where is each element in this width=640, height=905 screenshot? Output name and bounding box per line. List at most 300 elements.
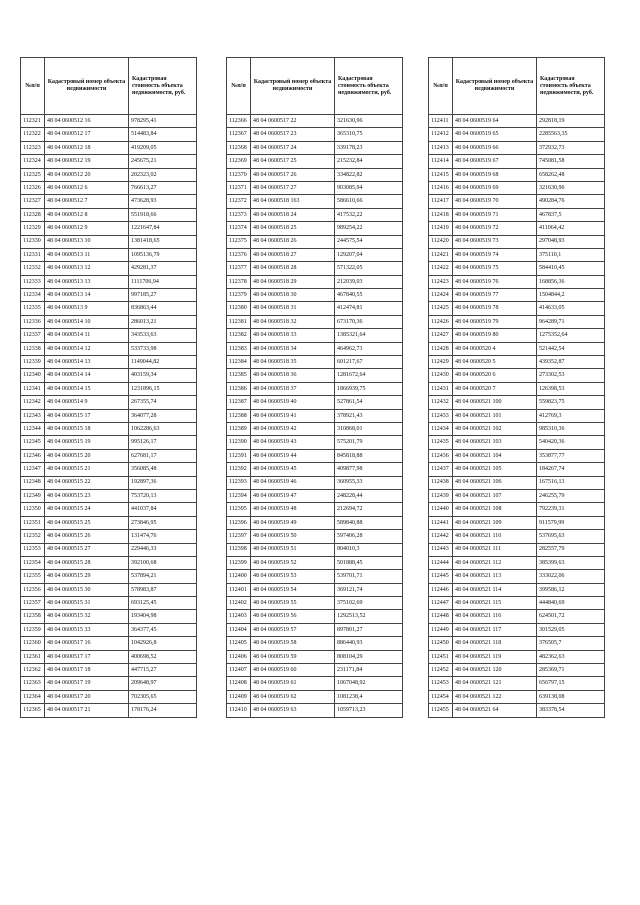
cell-cadastral-value: 429281,37 (129, 262, 197, 275)
cell-cadastral-value: 571322,05 (335, 262, 403, 275)
header-num: №п/п (227, 58, 251, 115)
cell-num: 112454 (429, 690, 453, 703)
cell-num: 112344 (21, 422, 45, 435)
cell-num: 112350 (21, 503, 45, 516)
cell-cadastral-value: 412474,81 (335, 302, 403, 315)
table-row (429, 396, 605, 409)
cell-num: 112373 (227, 208, 251, 221)
cell-cadastral-number: 48 04 0600513 9 (45, 302, 129, 315)
cell-num: 112421 (429, 248, 453, 261)
cell-num: 112381 (227, 315, 251, 328)
table-row (227, 543, 403, 556)
cell-num: 112416 (429, 181, 453, 194)
cell-num: 112363 (21, 677, 45, 690)
cell-cadastral-value: 575201,79 (335, 436, 403, 449)
cell-num: 112357 (21, 597, 45, 610)
table-header-row (21, 58, 197, 115)
cell-num: 112403 (227, 610, 251, 623)
cell-cadastral-value: 745081,58 (537, 155, 605, 168)
cell-cadastral-value: 343533,63 (129, 329, 197, 342)
cell-cadastral-value: 399586,12 (537, 583, 605, 596)
table-row (227, 623, 403, 636)
table-row (227, 262, 403, 275)
table-row (21, 396, 197, 409)
table-row (429, 476, 605, 489)
cell-num: 112332 (21, 262, 45, 275)
cell-num: 112439 (429, 489, 453, 502)
cell-cadastral-value: 417532,22 (335, 208, 403, 221)
table-row (429, 262, 605, 275)
cell-cadastral-number: 48 04 0600519 47 (251, 489, 335, 502)
cell-cadastral-number: 48 04 0600519 60 (251, 664, 335, 677)
cell-cadastral-number: 48 04 0600519 80 (453, 329, 537, 342)
cell-cadastral-number: 48 04 0600518 32 (251, 315, 335, 328)
cell-cadastral-value: 178176,24 (129, 704, 197, 717)
table-row (429, 115, 605, 128)
cell-cadastral-number: 48 04 0600519 51 (251, 543, 335, 556)
cell-cadastral-number: 48 04 0600515 30 (45, 583, 129, 596)
cell-cadastral-number: 48 04 0600518 34 (251, 342, 335, 355)
cell-num: 112379 (227, 289, 251, 302)
cell-num: 112394 (227, 489, 251, 502)
cell-cadastral-value: 231171,84 (335, 664, 403, 677)
table-row (227, 369, 403, 382)
cell-cadastral-number: 48 04 0600519 46 (251, 476, 335, 489)
cell-cadastral-value: 212039,03 (335, 275, 403, 288)
table-row (429, 690, 605, 703)
table-row (21, 262, 197, 275)
table-row (429, 141, 605, 154)
cell-cadastral-value: 409877,98 (335, 463, 403, 476)
cell-cadastral-number: 48 04 0600520 6 (453, 369, 537, 382)
cell-num: 112396 (227, 516, 251, 529)
cell-cadastral-value: 339178,23 (335, 141, 403, 154)
cell-cadastral-number: 48 04 0600519 44 (251, 449, 335, 462)
table-row (429, 623, 605, 636)
cell-num: 112348 (21, 476, 45, 489)
cell-cadastral-number: 48 04 0600517 16 (45, 637, 129, 650)
table-row (227, 141, 403, 154)
cell-num: 112387 (227, 396, 251, 409)
cell-num: 112395 (227, 503, 251, 516)
table-row (227, 222, 403, 235)
cell-num: 112358 (21, 610, 45, 623)
cell-cadastral-value: 845818,88 (335, 449, 403, 462)
cell-cadastral-number: 48 04 0600515 18 (45, 422, 129, 435)
cell-cadastral-value: 310868,01 (335, 422, 403, 435)
table-row (429, 181, 605, 194)
table-row (429, 704, 605, 717)
cell-cadastral-number: 48 04 0600518 29 (251, 275, 335, 288)
cell-num: 112453 (429, 677, 453, 690)
cell-num: 112376 (227, 248, 251, 261)
cell-num: 112406 (227, 650, 251, 663)
cell-num: 112397 (227, 530, 251, 543)
cell-cadastral-number: 48 04 0600521 111 (453, 543, 537, 556)
table-row (227, 195, 403, 208)
table-row (21, 704, 197, 717)
cell-num: 112413 (429, 141, 453, 154)
cell-cadastral-number: 48 04 0600521 119 (453, 650, 537, 663)
cell-cadastral-number: 48 04 0600514 13 (45, 356, 129, 369)
cell-cadastral-value: 533733,98 (129, 342, 197, 355)
cell-cadastral-value: 624501,72 (537, 610, 605, 623)
cell-cadastral-number: 48 04 0600515 25 (45, 516, 129, 529)
cell-cadastral-value: 193404,98 (129, 610, 197, 623)
cell-num: 112431 (429, 382, 453, 395)
cell-cadastral-value: 578983,87 (129, 583, 197, 596)
cell-num: 112425 (429, 302, 453, 315)
cell-cadastral-value: 321630,96 (335, 115, 403, 128)
cell-cadastral-number: 48 04 0600512 7 (45, 195, 129, 208)
cell-cadastral-value: 467837,5 (537, 208, 605, 221)
cell-num: 112367 (227, 128, 251, 141)
cell-num: 112378 (227, 275, 251, 288)
table-row (429, 570, 605, 583)
cell-cadastral-value: 215232,84 (335, 155, 403, 168)
cell-cadastral-value: 447715,27 (129, 664, 197, 677)
cell-cadastral-value: 1221647,84 (129, 222, 197, 235)
table-row (429, 677, 605, 690)
table-row (21, 516, 197, 529)
cell-num: 112426 (429, 315, 453, 328)
cell-cadastral-value: 673170,36 (335, 315, 403, 328)
cell-cadastral-number: 48 04 0600515 27 (45, 543, 129, 556)
table-row (429, 275, 605, 288)
cell-cadastral-number: 48 04 0600519 74 (453, 248, 537, 261)
table-row (227, 356, 403, 369)
cell-cadastral-value: 1062286,63 (129, 422, 197, 435)
cell-cadastral-value: 292818,19 (537, 115, 605, 128)
table-row (227, 168, 403, 181)
table-row (21, 128, 197, 141)
cell-num: 112327 (21, 195, 45, 208)
table-row (21, 543, 197, 556)
cell-cadastral-value: 245675,21 (129, 155, 197, 168)
table-row (429, 610, 605, 623)
cell-num: 112414 (429, 155, 453, 168)
table-row (227, 208, 403, 221)
cell-cadastral-number: 48 04 0600519 66 (453, 141, 537, 154)
cell-num: 112412 (429, 128, 453, 141)
cell-num: 112335 (21, 302, 45, 315)
cell-cadastral-number: 48 04 0600514 14 (45, 369, 129, 382)
table-row (227, 181, 403, 194)
table-row (21, 155, 197, 168)
cell-num: 112340 (21, 369, 45, 382)
cell-num: 112444 (429, 556, 453, 569)
cell-num: 112324 (21, 155, 45, 168)
cell-cadastral-number: 48 04 0600512 9 (45, 222, 129, 235)
cell-num: 112393 (227, 476, 251, 489)
cell-cadastral-number: 48 04 0600520 5 (453, 356, 537, 369)
cadastral-table-3 (428, 57, 605, 718)
table-row (227, 302, 403, 315)
table-row (429, 168, 605, 181)
cell-cadastral-value: 792239,31 (537, 503, 605, 516)
table-row (429, 315, 605, 328)
cell-cadastral-value: 444840,69 (537, 597, 605, 610)
cell-cadastral-value: 1231896,15 (129, 382, 197, 395)
cell-cadastral-number: 48 04 0600519 79 (453, 315, 537, 328)
cell-num: 112329 (21, 222, 45, 235)
cell-num: 112374 (227, 222, 251, 235)
cell-cadastral-value: 527861,54 (335, 396, 403, 409)
cell-num: 112359 (21, 623, 45, 636)
cell-cadastral-value: 246255,79 (537, 489, 605, 502)
cell-cadastral-value: 273302,53 (537, 369, 605, 382)
cell-cadastral-value: 301529,05 (537, 623, 605, 636)
cell-cadastral-value: 551918,66 (129, 208, 197, 221)
table-row (227, 315, 403, 328)
cadastral-table-2 (226, 57, 403, 718)
cell-num: 112455 (429, 704, 453, 717)
header-cadastral-value: Кадастровая стоимость объекта недвижимости, руб. (537, 58, 605, 115)
cell-cadastral-value: 356085,48 (129, 463, 197, 476)
cell-cadastral-number: 48 04 0600521 120 (453, 664, 537, 677)
cell-cadastral-value: 297048,93 (537, 235, 605, 248)
table-row (429, 382, 605, 395)
cell-cadastral-number: 48 04 0600521 118 (453, 637, 537, 650)
cell-num: 112369 (227, 155, 251, 168)
cell-cadastral-number: 48 04 0600517 26 (251, 168, 335, 181)
cell-cadastral-value: 1292513,52 (335, 610, 403, 623)
cell-num: 112352 (21, 530, 45, 543)
table-row (21, 302, 197, 315)
cell-cadastral-value: 439352,87 (537, 356, 605, 369)
cell-cadastral-number: 48 04 0600515 31 (45, 597, 129, 610)
cell-num: 112418 (429, 208, 453, 221)
cell-num: 112326 (21, 181, 45, 194)
cell-cadastral-value: 521442,54 (537, 342, 605, 355)
cell-cadastral-value: 540420,36 (537, 436, 605, 449)
cell-cadastral-number: 48 04 0600514 11 (45, 329, 129, 342)
cell-cadastral-number: 48 04 0600515 19 (45, 436, 129, 449)
cell-cadastral-number: 48 04 0600521 114 (453, 583, 537, 596)
cell-cadastral-number: 48 04 0600521 104 (453, 449, 537, 462)
table-row (429, 409, 605, 422)
cell-cadastral-value: 414633,05 (537, 302, 605, 315)
cell-num: 112323 (21, 141, 45, 154)
cell-cadastral-value: 441037,84 (129, 503, 197, 516)
table-row (21, 610, 197, 623)
cell-num: 112434 (429, 422, 453, 435)
cell-num: 112402 (227, 597, 251, 610)
cell-cadastral-number: 48 04 0600519 55 (251, 597, 335, 610)
cell-cadastral-value: 1866939,75 (335, 382, 403, 395)
cell-cadastral-value: 693125,45 (129, 597, 197, 610)
cell-num: 112440 (429, 503, 453, 516)
table-row (21, 583, 197, 596)
table-row (21, 530, 197, 543)
cell-cadastral-value: 1385321,64 (335, 329, 403, 342)
cell-cadastral-number: 48 04 0600519 43 (251, 436, 335, 449)
cell-cadastral-number: 48 04 0600513 12 (45, 262, 129, 275)
cell-num: 112401 (227, 583, 251, 596)
table-row (429, 637, 605, 650)
cell-num: 112384 (227, 356, 251, 369)
cell-cadastral-number: 48 04 0600521 101 (453, 409, 537, 422)
table-row (227, 128, 403, 141)
cell-cadastral-number: 48 04 0600519 76 (453, 275, 537, 288)
table-row (429, 530, 605, 543)
table-row (429, 516, 605, 529)
table-row (227, 115, 403, 128)
cell-cadastral-value: 539701,71 (335, 570, 403, 583)
cell-cadastral-number: 48 04 0600517 27 (251, 181, 335, 194)
cell-cadastral-number: 48 04 0600517 22 (251, 115, 335, 128)
header-cadastral-number: Кадастровый номер объекта недвижимости (45, 58, 129, 115)
table-row (227, 597, 403, 610)
cell-cadastral-value: 597406,28 (335, 530, 403, 543)
cell-num: 112432 (429, 396, 453, 409)
table-row (227, 677, 403, 690)
cell-num: 112338 (21, 342, 45, 355)
header-cadastral-number: Кадастровый номер объекта недвижимости (453, 58, 537, 115)
table-row (227, 382, 403, 395)
cell-cadastral-number: 48 04 0600520 4 (453, 342, 537, 355)
cell-num: 112336 (21, 315, 45, 328)
cell-cadastral-value: 2285563,35 (537, 128, 605, 141)
cell-num: 112449 (429, 623, 453, 636)
table-row (429, 235, 605, 248)
table-row (227, 235, 403, 248)
cell-cadastral-number: 48 04 0600521 110 (453, 530, 537, 543)
cell-cadastral-number: 48 04 0600521 107 (453, 489, 537, 502)
table-row (429, 650, 605, 663)
table-header-row (227, 58, 403, 115)
cell-cadastral-number: 48 04 0600512 8 (45, 208, 129, 221)
cell-cadastral-number: 48 04 0600515 21 (45, 463, 129, 476)
table-body (429, 115, 605, 718)
table-row (21, 195, 197, 208)
table-row (21, 489, 197, 502)
cell-cadastral-number: 48 04 0600512 16 (45, 115, 129, 128)
cell-num: 112362 (21, 664, 45, 677)
cell-cadastral-number: 48 04 0600512 20 (45, 168, 129, 181)
cell-cadastral-value: 412769,3 (537, 409, 605, 422)
cell-cadastral-value: 989254,22 (335, 222, 403, 235)
table-row (227, 396, 403, 409)
cell-cadastral-number: 48 04 0600518 27 (251, 248, 335, 261)
cell-num: 112353 (21, 543, 45, 556)
cell-num: 112445 (429, 570, 453, 583)
cell-cadastral-value: 559823,75 (537, 396, 605, 409)
cell-cadastral-number: 48 04 0600518 30 (251, 289, 335, 302)
cell-cadastral-number: 48 04 0600518 25 (251, 222, 335, 235)
table-row (21, 677, 197, 690)
cell-cadastral-number: 48 04 0600521 102 (453, 422, 537, 435)
cell-cadastral-value: 192897,36 (129, 476, 197, 489)
cell-cadastral-value: 1275352,64 (537, 329, 605, 342)
cell-cadastral-value: 168856,36 (537, 275, 605, 288)
table-row (21, 248, 197, 261)
cell-cadastral-value: 167516,13 (537, 476, 605, 489)
table-row (21, 664, 197, 677)
cell-num: 112436 (429, 449, 453, 462)
cell-cadastral-number: 48 04 0600521 108 (453, 503, 537, 516)
table-row (227, 449, 403, 462)
cell-cadastral-value: 1281672,64 (335, 369, 403, 382)
cell-cadastral-value: 836863,44 (129, 302, 197, 315)
cell-cadastral-number: 48 04 0600521 113 (453, 570, 537, 583)
table-row (429, 222, 605, 235)
cell-cadastral-number: 48 04 0600515 23 (45, 489, 129, 502)
table-row (21, 369, 197, 382)
table-row (21, 208, 197, 221)
cell-cadastral-number: 48 04 0600521 117 (453, 623, 537, 636)
cell-cadastral-value: 911579,99 (537, 516, 605, 529)
cell-cadastral-value: 229446,33 (129, 543, 197, 556)
cell-num: 112450 (429, 637, 453, 650)
cell-cadastral-value: 808104,29 (335, 650, 403, 663)
table-row (21, 329, 197, 342)
cell-cadastral-value: 897801,27 (335, 623, 403, 636)
cell-cadastral-value: 985310,36 (537, 422, 605, 435)
cell-num: 112415 (429, 168, 453, 181)
cell-cadastral-number: 48 04 0600512 19 (45, 155, 129, 168)
cell-cadastral-value: 372932,73 (537, 141, 605, 154)
cell-num: 112337 (21, 329, 45, 342)
cell-cadastral-value: 353877,77 (537, 449, 605, 462)
cell-cadastral-value: 376505,7 (537, 637, 605, 650)
table-row (21, 623, 197, 636)
table-row (21, 342, 197, 355)
cell-num: 112371 (227, 181, 251, 194)
cell-num: 112365 (21, 704, 45, 717)
cell-cadastral-number: 48 04 0600519 40 (251, 396, 335, 409)
cell-cadastral-value: 1149044,82 (129, 356, 197, 369)
table-row (429, 597, 605, 610)
table-body (227, 115, 403, 718)
table-row (21, 449, 197, 462)
cell-num: 112328 (21, 208, 45, 221)
table-row (429, 329, 605, 342)
cell-cadastral-value: 202323,02 (129, 168, 197, 181)
cell-cadastral-number: 48 04 0600518 28 (251, 262, 335, 275)
cell-cadastral-number: 48 04 0600517 25 (251, 155, 335, 168)
table-row (227, 329, 403, 342)
table-row (429, 289, 605, 302)
cell-num: 112419 (429, 222, 453, 235)
cell-num: 112437 (429, 463, 453, 476)
table-row (429, 356, 605, 369)
cell-cadastral-value: 400698,52 (129, 650, 197, 663)
cell-cadastral-number: 48 04 0600521 105 (453, 463, 537, 476)
cell-num: 112404 (227, 623, 251, 636)
cell-cadastral-value: 383378,54 (537, 704, 605, 717)
table-row (21, 436, 197, 449)
cell-cadastral-value: 903085,94 (335, 181, 403, 194)
cell-num: 112366 (227, 115, 251, 128)
cell-cadastral-value: 482362,63 (537, 650, 605, 663)
cell-num: 112331 (21, 248, 45, 261)
cell-num: 112377 (227, 262, 251, 275)
table-row (429, 369, 605, 382)
cell-cadastral-number: 48 04 0600521 122 (453, 690, 537, 703)
cell-cadastral-value: 589840,88 (335, 516, 403, 529)
table-row (227, 422, 403, 435)
cell-cadastral-value: 1042926,8 (129, 637, 197, 650)
table-row (227, 516, 403, 529)
table-row (227, 342, 403, 355)
cell-cadastral-number: 48 04 0600514 9 (45, 396, 129, 409)
cell-num: 112448 (429, 610, 453, 623)
cell-cadastral-value: 702305,65 (129, 690, 197, 703)
cell-cadastral-value: 285369,71 (537, 664, 605, 677)
cadastral-table-1 (20, 57, 197, 718)
cell-cadastral-value: 1095136,79 (129, 248, 197, 261)
